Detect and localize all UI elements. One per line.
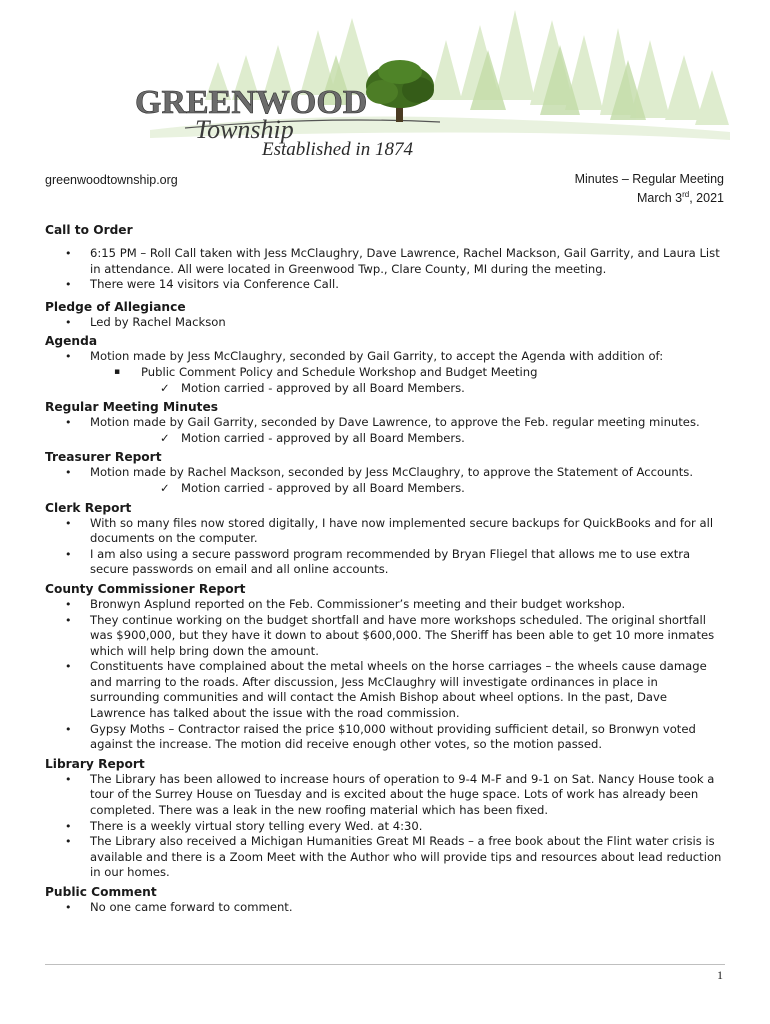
section-library	[45, 756, 725, 881]
list-item: • 6:15 PM – Roll Call taken with Jess McClaughry, Dave Lawrence, Rachel Mackson, Gail Garrity, and Laura List in attendance. All were located in Greenwood Twp., Clare County, MI during the meeting.	[45, 246, 725, 277]
meeting-date: March 3rd, 2021	[636, 190, 724, 206]
section-public-comment	[45, 884, 725, 916]
list-item: • They continue working on the budget shortfall and have more workshops scheduled. The original shortfall was $900,000, but they have it down to about $600,000. The Sheriff has been able to get 10 more inmates which will help bring down the amount.	[45, 613, 725, 660]
list-item: • Motion made by Rachel Mackson, seconded by Jess McClaughry, to approve the Statement of Accounts.	[45, 465, 725, 481]
footer-divider	[45, 964, 725, 965]
section-title: Call to Order	[45, 223, 133, 237]
section-clerk	[45, 500, 725, 578]
section-title: Pledge of Allegiance	[45, 299, 186, 314]
motion-result: ✓ Motion carried - approved by all Board Members.	[160, 380, 465, 395]
list-item: • Constituents have complained about the metal wheels on the horse carriages – the wheels cause damage and marring to the roads. After discussion, Jess McClaughry will investigate ordinances in place in surrounding communities and will contact the Amish Bishop about wheel options. In the past, Dave Lawrence has talked about the issue with the road commission.	[45, 659, 725, 721]
section-call-to-order	[45, 222, 725, 293]
section-title: Agenda	[45, 334, 98, 349]
list-item: • The Library also received a Michigan Humanities Great MI Reads – a free book about the Flint water crisis is available and there is a Zoom Meet with the Author who will provide tips and resources about lead reduction in our homes.	[45, 834, 725, 881]
sub-list-item: ▪ Public Comment Policy and Schedule Workshop and Budget Meeting	[45, 365, 725, 381]
list-item: • Gypsy Moths – Contractor raised the price $10,000 without providing sufficient detail, so Bronwyn voted against the increase. The motion did receive enough other votes, so the motion passed.	[45, 722, 725, 753]
list-item: • Led by Rachel Mackson	[45, 315, 725, 331]
section-treasurer	[45, 449, 725, 496]
logo-name: GREENWOOD	[135, 84, 368, 121]
section-pledge	[45, 299, 725, 331]
logo-established: Established in 1874	[262, 139, 413, 160]
list-item: • Motion made by Gail Garrity, seconded by Dave Lawrence, to approve the Feb. regular meeting minutes.	[45, 415, 725, 431]
section-meeting-minutes	[45, 399, 725, 446]
list-item: • I am also using a secure password program recommended by Bryan Fliegel that allows me to use extra secure passwords on email and all online accounts.	[45, 547, 725, 578]
minutes-body	[45, 222, 725, 919]
list-item: • No one came forward to comment.	[45, 900, 725, 916]
section-title: County Commissioner Report	[45, 581, 246, 596]
list-item: • Motion made by Jess McClaughry, seconded by Gail Garrity, to accept the Agenda with addition of:	[45, 349, 725, 365]
check-icon: ✓	[160, 480, 170, 495]
list-item: • There is a weekly virtual story telling every Wed. at 4:30.	[45, 819, 725, 835]
section-title: Library Report	[45, 756, 145, 771]
list-item: • Bronwyn Asplund reported on the Feb. Commissioner’s meeting and their budget workshop.	[45, 597, 725, 613]
list-item: • The Library has been allowed to increase hours of operation to 9-4 M-F and 9-1 on Sat. Nancy House took a tour of the Surrey House on Tuesday and is excited about the huge space. Lots of work has already been completed. There was a leak in the new roofing material which has been fixed.	[45, 772, 725, 819]
document-title-block	[575, 172, 724, 206]
tree-icon	[366, 60, 434, 122]
section-county-commissioner	[45, 581, 725, 753]
motion-result: ✓ Motion carried - approved by all Board Members.	[160, 480, 465, 495]
site-url: greenwoodtownship.org	[45, 173, 178, 187]
section-title: Clerk Report	[45, 500, 132, 515]
page-number: 1	[717, 968, 723, 982]
list-item: • There were 14 visitors via Conference Call.	[45, 277, 725, 293]
check-icon: ✓	[160, 380, 170, 395]
section-title: Regular Meeting Minutes	[45, 400, 219, 415]
township-logo	[0, 0, 770, 170]
list-item: • With so many files now stored digitally, I have now implemented secure backups for QuickBooks and for all documents on the computer.	[45, 516, 725, 547]
logo-township: Township	[195, 115, 294, 144]
section-title: Treasurer Report	[45, 450, 162, 465]
document-title: Minutes – Regular Meeting	[574, 172, 724, 186]
section-title: Public Comment	[45, 885, 157, 899]
section-agenda	[45, 333, 725, 396]
motion-result: ✓ Motion carried - approved by all Board Members.	[160, 430, 465, 445]
check-icon: ✓	[160, 430, 170, 445]
